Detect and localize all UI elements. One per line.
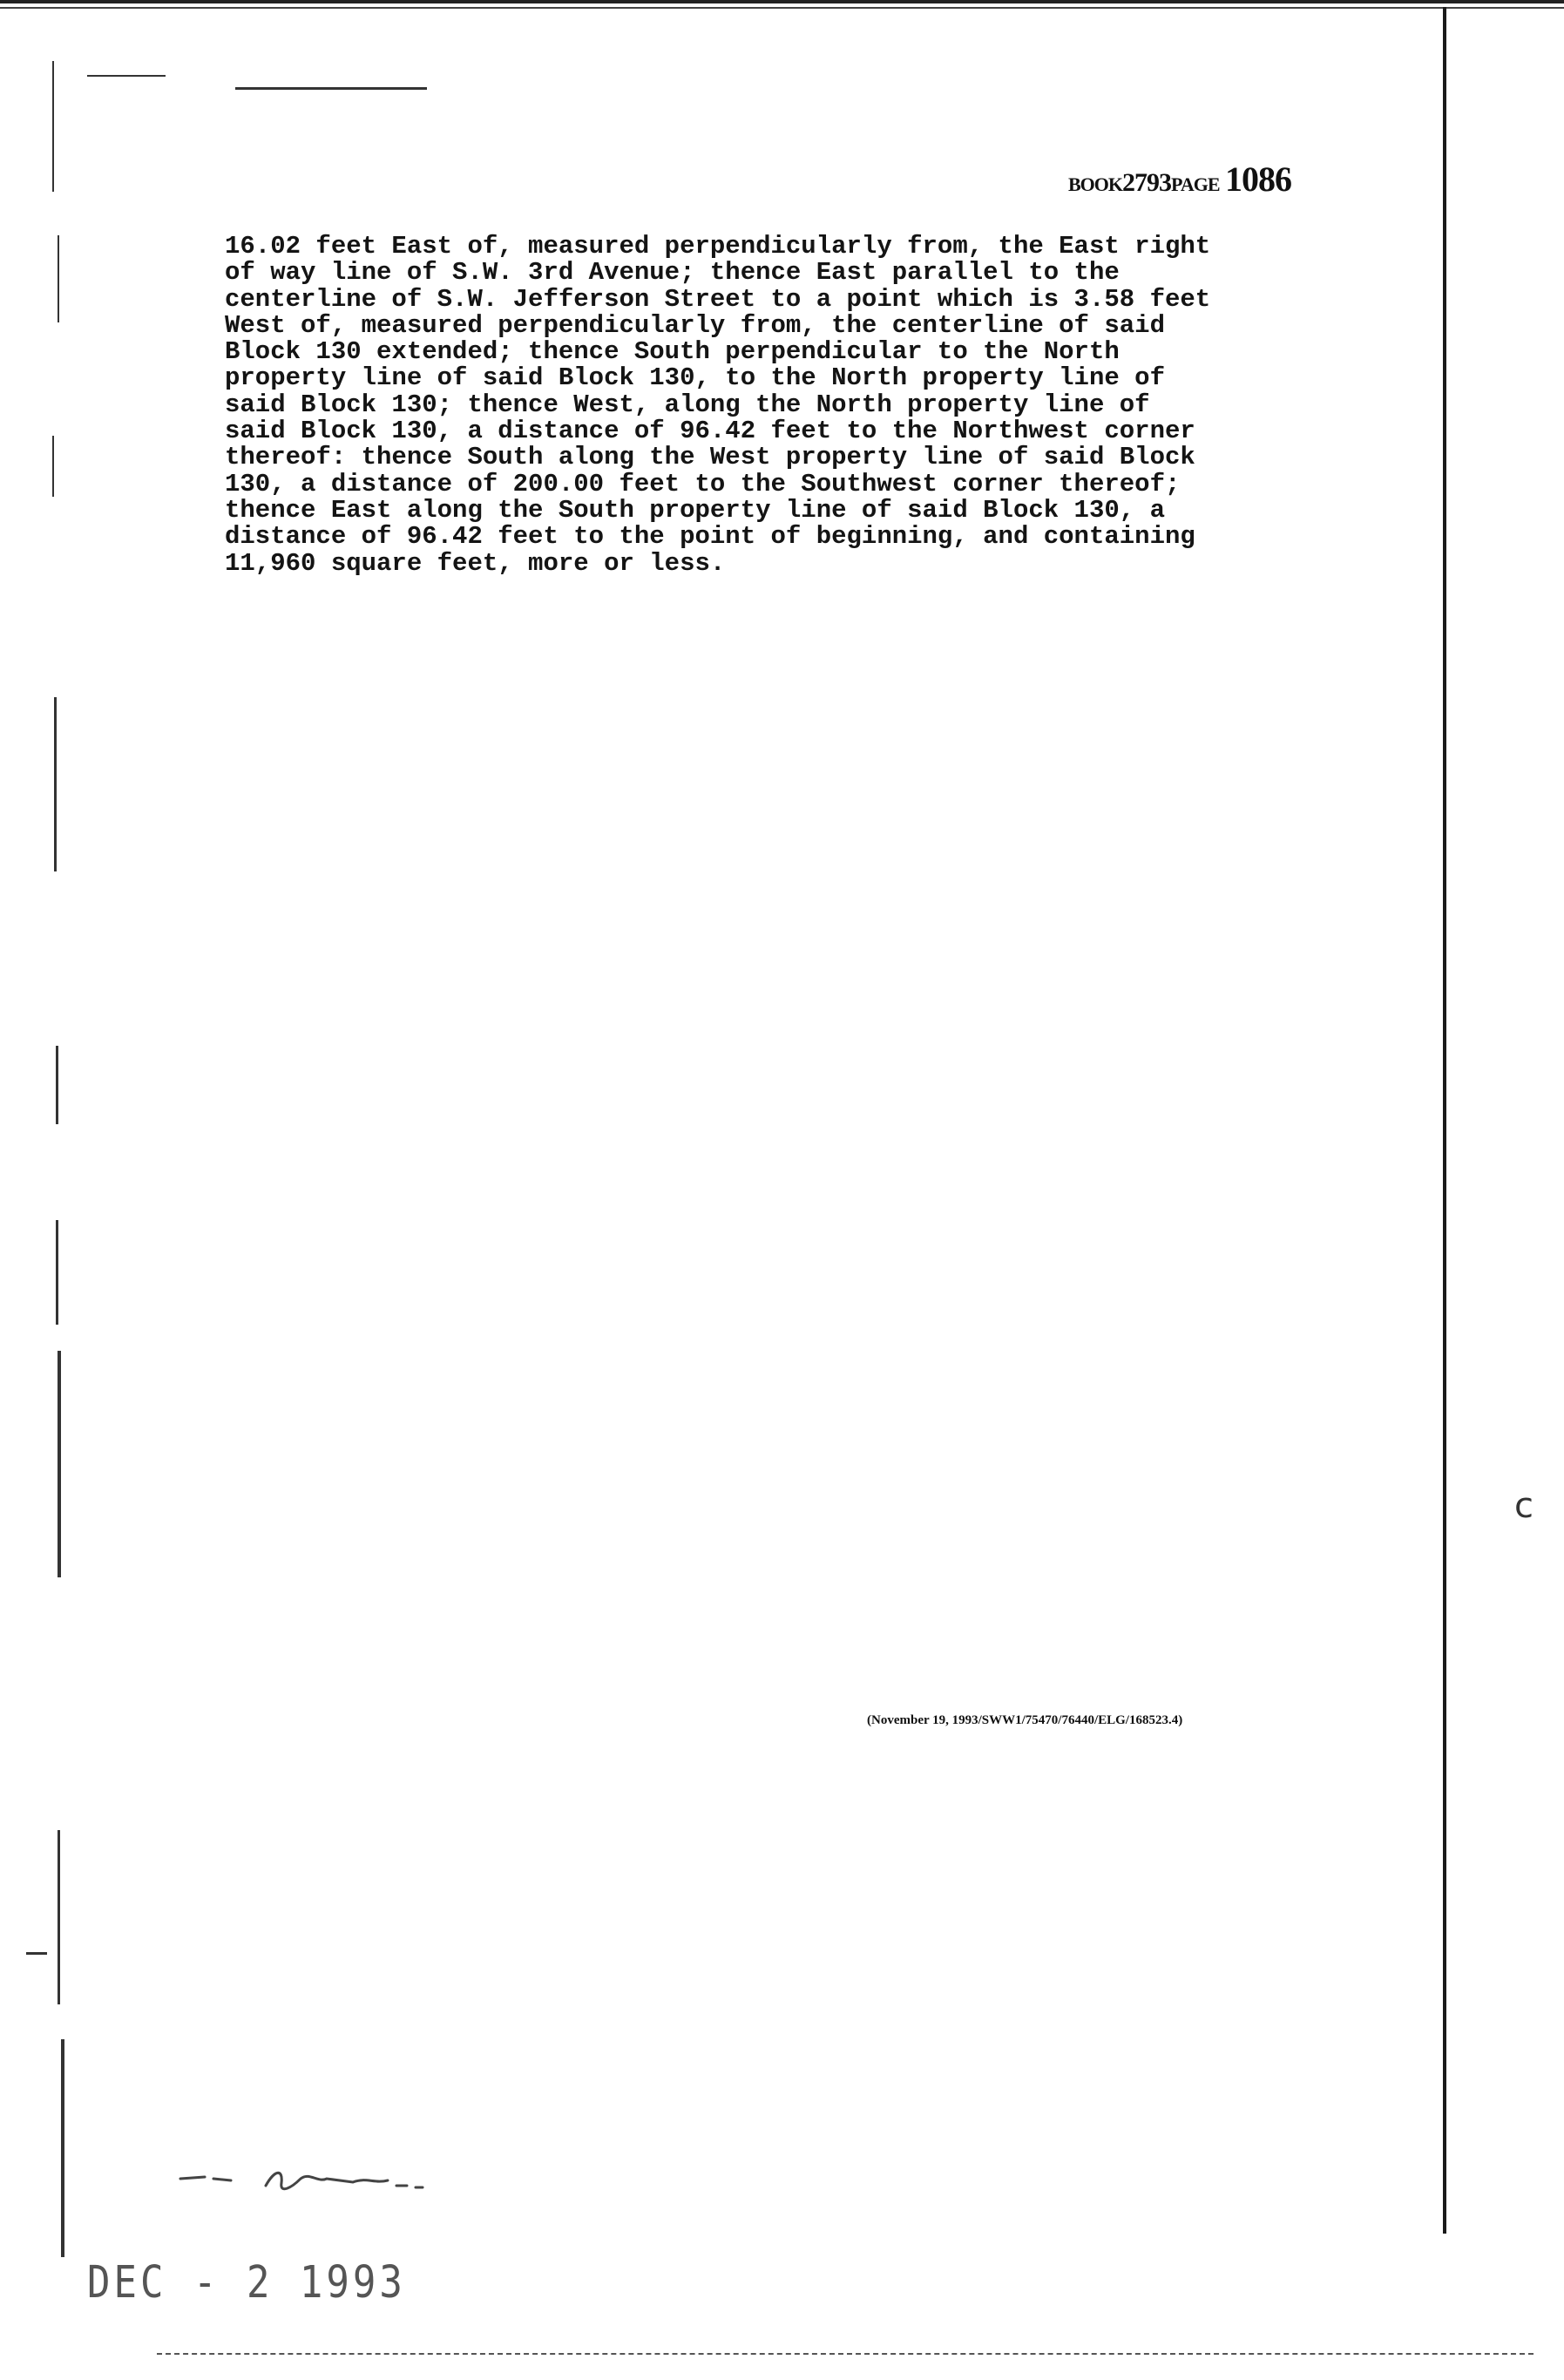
scan-bottom-artifacts: [157, 2353, 1534, 2372]
scan-right-border: [1443, 7, 1446, 2234]
text-line: 11,960 square feet, more or less.: [225, 548, 726, 578]
book-number: 2793: [1122, 168, 1172, 197]
text-line: centerline of S.W. Jefferson Street to a point which is 3.58 feet: [225, 284, 1211, 314]
margin-mark-icon: c: [1514, 1486, 1534, 1526]
text-line: 16.02 feet East of, measured perpendicularly from, the East right: [225, 232, 1211, 261]
text-line: said Block 130; thence West, along the North property line of: [225, 390, 1150, 419]
date-stamp: DEC - 2 1993: [87, 2257, 406, 2309]
text-line: thereof: thence South along the West property line of said Block: [225, 443, 1195, 472]
book-label: BOOK: [1068, 173, 1123, 195]
page-number: 1086: [1225, 159, 1291, 199]
text-line: West of, measured perpendicularly from, the centerline of said: [225, 310, 1165, 340]
scan-left-artifacts: [0, 17, 87, 2370]
text-line: 130, a distance of 200.00 feet to the Southwest corner thereof;: [225, 469, 1181, 498]
text-line: thence East along the South property line of said Block 130, a: [225, 495, 1165, 525]
text-line: Block 130 extended; thence South perpendicular to the North: [225, 337, 1120, 367]
book-page-number: [1068, 159, 1291, 200]
document-reference: (November 19, 1993/SWW1/75470/76440/ELG/168523.4): [867, 1713, 1183, 1727]
scan-top-border: [0, 0, 1564, 12]
page-label: PAGE: [1171, 173, 1220, 195]
signature-scribble: [179, 2153, 440, 2205]
text-line: of way line of S.W. 3rd Avenue; thence East parallel to the: [225, 258, 1120, 288]
text-line: distance of 96.42 feet to the point of beginning, and containing: [225, 522, 1195, 552]
legal-description: [225, 234, 1357, 577]
text-line: said Block 130, a distance of 96.42 feet to the Northwest corner: [225, 417, 1195, 446]
text-line: property line of said Block 130, to the North property line of: [225, 363, 1165, 393]
